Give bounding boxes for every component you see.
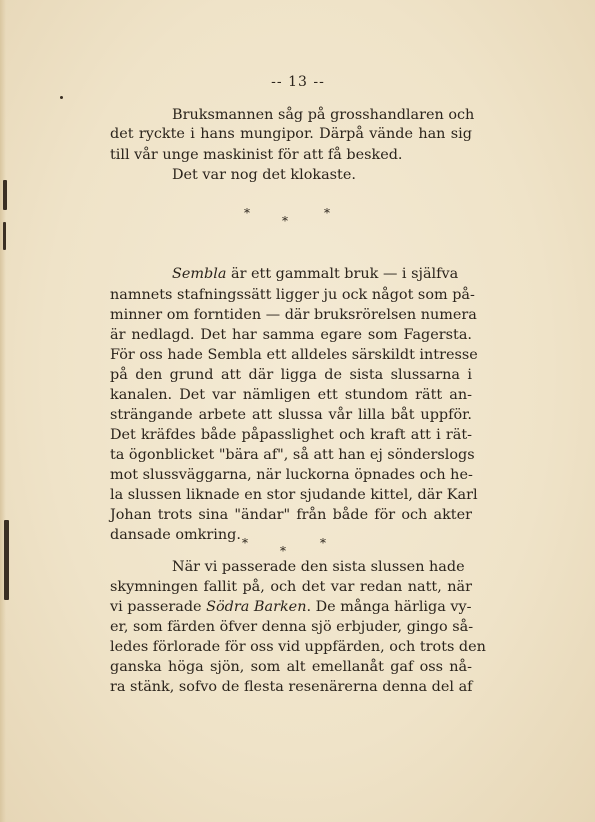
text-line [172,265,472,283]
text-line: är nedlagd. Det har samma egare som Fagersta. [110,327,472,343]
text-line: Det kräfdes både påpasslighet och kraft att i rät- [110,427,472,443]
text-fragment: . De många härliga vy- [306,599,472,615]
section-separator: * [320,536,326,550]
section-separator: * [282,214,288,228]
text-line: på den grund att där ligga de sista slussarna i [110,367,472,383]
section-separator: * [280,544,286,558]
text-line: När vi passerade den sista slussen hade [172,559,465,575]
text-fragment: är ett gammalt bruk — i själfva [226,266,459,282]
text-line: Det var nog det klokaste. [172,167,356,183]
text-line: minner om forntiden — där bruksrörelsen numera [110,307,477,323]
text-fragment: vi passerade [110,599,207,615]
text-line: Bruksmannen såg på grosshandlaren och [172,107,475,123]
place-name: Södra Barken [206,599,307,615]
text-line: ganska höga sjön, som alt emellanåt gaf oss nå- [110,659,472,675]
text-line: skymningen fallit på, och det var redan natt, när [110,579,472,595]
text-line: ra stänk, sofvo de flesta resenärerna denna del af [110,679,473,695]
binding-mark [3,180,7,210]
text-line: kanalen. Det var nämligen ett stundom rätt an- [110,387,472,403]
section-separator: * [244,206,250,220]
text-line: För oss hade Sembla ett alldeles särskildt intresse [110,347,478,363]
text-line: er, som färden öfver denna sjö erbjuder, gingo så- [110,619,474,635]
page-number: -- 13 -- [271,74,325,90]
section-separator: * [324,206,330,220]
text-line: strängande arbete att slussa vår lilla båt uppför. [110,407,472,423]
text-line: ledes förlorade för oss vid uppfärden, och trots den [110,639,486,655]
text-line: det ryckte i hans mungipor. Därpå vände han sig [110,126,472,142]
binding-mark [60,96,63,99]
text-line: till vår unge maskinist för att få besked. [110,147,403,163]
binding-mark [4,520,9,600]
text-line [110,598,472,616]
text-line: ta ögonblicket "bära af", så att han ej sönderslogs [110,447,475,463]
text-line: mot slussväggarna, när luckorna öpnades och he- [110,467,473,483]
text-line: la slussen liknade en stor sjudande kittel, där Karl [110,487,478,503]
text-line: dansade omkring. [110,527,241,543]
section-separator: * [242,536,248,550]
text-line: Johan trots sina "ändar" från både för och akter [110,507,472,523]
page-edge-shadow [0,0,6,822]
place-name: Sembla [172,266,227,282]
text-line: namnets stafningssätt ligger ju ock något som på- [110,287,475,303]
binding-mark [3,222,6,250]
